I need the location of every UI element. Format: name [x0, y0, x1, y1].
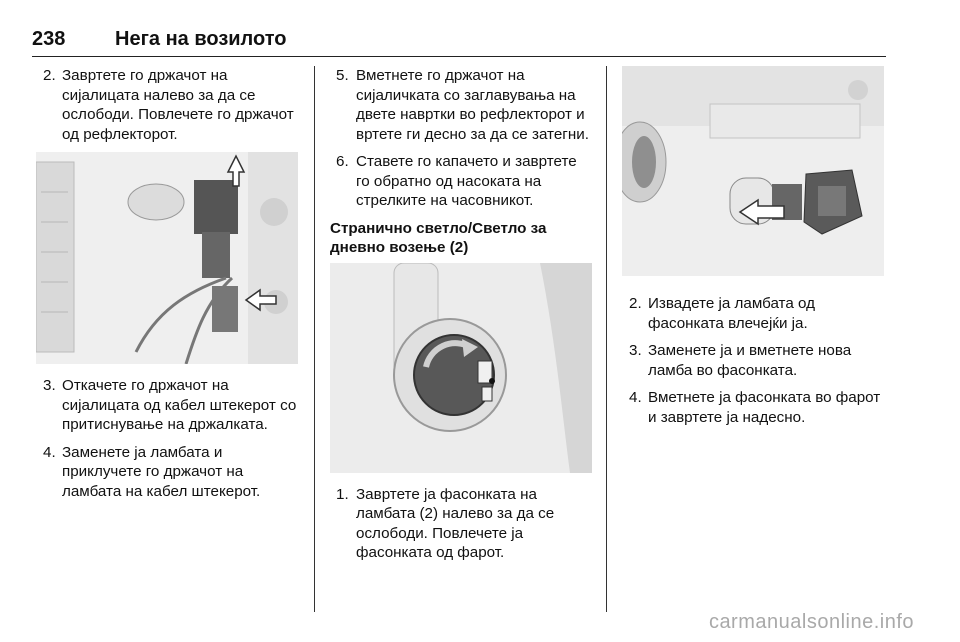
step-number: 2. [43, 67, 56, 84]
step-text: Завртете ја фасонката на ламбата (2) налево за да се ослободи. Повлечете ја фасонката од фарот. [356, 485, 555, 561]
step-item [330, 485, 592, 563]
step-item [330, 66, 592, 144]
page-header [32, 26, 886, 57]
step-text: Заменете ја ламбата и приклучете го држачот на ламбата на кабел штекерот. [62, 443, 261, 500]
step-item [622, 388, 886, 427]
step-number: 3. [43, 377, 56, 394]
column-1 [36, 66, 298, 509]
column-3 [622, 66, 886, 435]
step-item [622, 294, 886, 333]
section-subheading: Странично светло/Светло за дневно возење (2) [330, 219, 547, 256]
step-text: Откачете го држачот на сијалицата од кабел штекерот со притиснување на држалката. [62, 377, 297, 433]
step-text: Вметнете ја фасонката во фарот и завртете ја надесно. [648, 389, 881, 426]
step-item [622, 341, 886, 380]
step-text: Заменете ја и вметнете нова ламба во фасонката. [648, 342, 852, 379]
step-item [36, 66, 298, 144]
step-number: 4. [629, 389, 642, 406]
page-number: 238 [32, 28, 66, 50]
step-item [330, 152, 592, 211]
step-item [36, 443, 298, 502]
column-2 [330, 66, 592, 571]
step-number: 3. [629, 342, 642, 359]
side-light-socket-figure [330, 263, 592, 473]
step-text: Ставете го капачето и завртете го обратно од насоката на стрелките на часовникот. [356, 153, 577, 209]
step-number: 2. [629, 295, 642, 312]
column-divider [606, 66, 607, 612]
step-text: Завртете го држачот на сијалицата налево за да се ослободи. Повлечете го држачот од рефлекторот. [62, 67, 294, 143]
step-number: 1. [336, 485, 349, 503]
column-divider [314, 66, 315, 612]
step-number: 4. [43, 443, 56, 461]
bulb-socket-removal-figure [622, 66, 884, 276]
headlamp-bulb-holder-figure [36, 152, 298, 364]
step-item [36, 376, 298, 435]
step-number: 5. [336, 67, 349, 84]
step-number: 6. [336, 153, 349, 170]
step-text: Извадете ја ламбата од фасонката влечејќи ја. [648, 295, 815, 332]
step-text: Вметнете го држачот на сијаличката со заглавувања на двете навртки во рефлекторот и вртете ги десно за да се затегни. [356, 67, 589, 143]
page-title: Нега на возилото [115, 28, 287, 50]
watermark: carmanualsonline.info [708, 611, 914, 633]
